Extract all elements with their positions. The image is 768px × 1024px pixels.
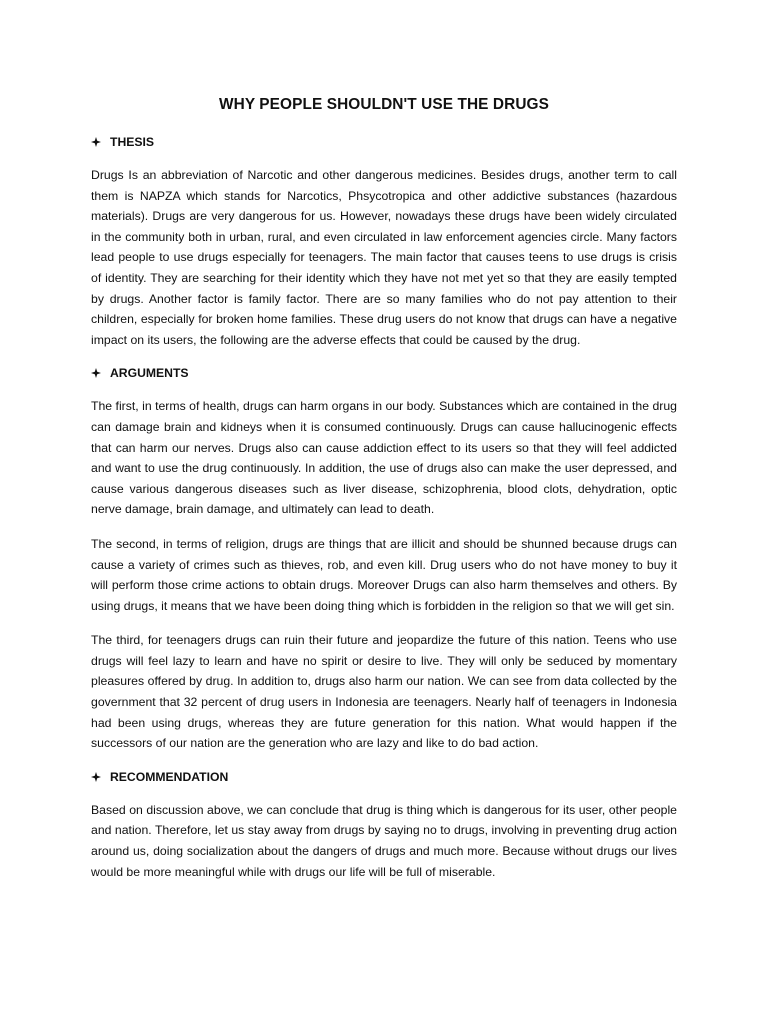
section-heading-thesis (91, 133, 677, 151)
section-heading-label: THESIS (110, 135, 155, 149)
paragraph: Based on discussion above, we can conclude that drug is thing which is dangerous for its user, other people and nation. Therefore, let us stay away from drugs by saying no to drugs, involving in preventing drug action around us, doing socialization about the dangers of drugs and much more. Because without drugs our lives would be more meaningful while with drugs our life will be full of miserable. (91, 802, 677, 879)
diamond-bullet-icon (91, 368, 101, 378)
section-heading-recommendation (91, 768, 677, 786)
paragraph: The second, in terms of religion, drugs are things that are illicit and should be shunned because drugs can cause a variety of crimes such as thieves, rob, and even kill. Drug users who do not have money to buy it will perform those crime actions to obtain drugs. Moreover Drugs can also harm themselves and others. By using drugs, it means that we have been doing thing which is forbidden in the religion so that we will get sin. (91, 536, 677, 613)
document-title: WHY PEOPLE SHOULDN'T USE THE DRUGS (218, 96, 549, 113)
diamond-bullet-icon (91, 772, 101, 782)
section-heading-label: RECOMMENDATION (110, 769, 229, 784)
paragraph: The third, for teenagers drugs can ruin their future and jeopardize the future of this nation. Teens who use drugs will feel lazy to learn and have no spirit or desire to live. They will only be seduced by momentary pleasures offered by drug. In addition to, drugs also harm our nation. We can see from data collected by the government that 32 percent of drug users in Indonesia are teenagers. Nearly half of teenagers in Indonesia had been using drugs, whereas they are future generation for this nation. What would happen if the successors of our nation are the generation who are lazy and like to do bad action. (91, 633, 677, 751)
section-heading-arguments (91, 364, 677, 382)
section-heading-label: ARGUMENTS (110, 366, 189, 381)
paragraph: Drugs Is an abbreviation of Narcotic and other dangerous medicines. Besides drugs, another term to call them is NAPZA which stands for Narcotics, Phsycotropica and other addictive substances (hazardous materials). Drugs are very dangerous for us. However, nowadays these drugs have been widely circulated in the community both in urban, rural, and even circulated in law enforcement agencies circle. Many factors lead people to use drugs especially for teenagers. The main factor that causes teens to use drugs is crisis of identity. They are searching for their identity which they have not met yet so that they are easily tempted by drugs. Another factor is family factor. There are so many families who do not pay attention to their children, especially for broken home families. These drug users do not know that drugs can have a negative impact on its users, the following are the adverse effects that could be caused by the drug. (91, 168, 677, 347)
paragraph: The first, in terms of health, drugs can harm organs in our body. Substances which are contained in the drug can damage brain and kidneys when it is consumed continuously. Drugs can cause hallucinogenic effects that can harm our nerves. Drugs also can cause addiction effect to its users so that they will feel addicted and want to use the drug continuously. In addition, the use of drugs also can make the user depressed, and cause various dangerous diseases such as liver disease, schizophrenia, blood clots, dehydration, optic nerve damage, brain damage, and ultimately can lead to death. (91, 399, 677, 517)
diamond-bullet-icon (91, 137, 101, 147)
